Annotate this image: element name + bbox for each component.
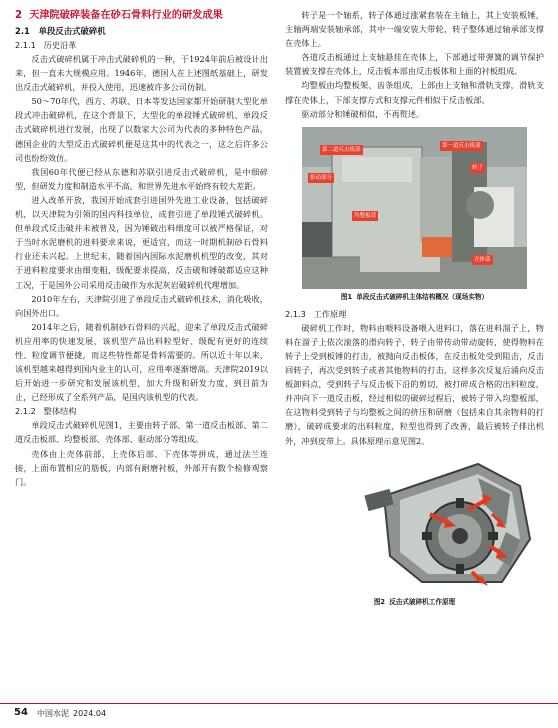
- figure-caption-text: 单段反击式破碎机主体结构概况（现场实物）: [356, 292, 489, 301]
- label-second-impact-plate: 第二道反击板部: [322, 146, 361, 153]
- label-rotor: 转子: [472, 164, 484, 171]
- label-first-impact-plate: 第一道反击板部: [442, 142, 481, 149]
- paragraph: 2014年之后，随着机制砂石骨料的兴起，迎来了单段反击式破碎机应用率的快速发展，该机型产品出料粒型好、级配有更好的连续性、粒度调节便捷，而这些特性都是骨料需要的。所以近十年以来，该机型越来越得到国内业主的认可，应用率逐渐增高。天津院2019以后开始进一步研究和发展该机型，加大升级和研发力度，到目前为止，已经形成了全系列产品，是国内该机型的代表。: [15, 321, 268, 403]
- label-leveling-plate: 均整板部: [354, 212, 377, 219]
- label-drive: 驱动部分: [310, 174, 333, 181]
- subsection-title: 工作原理: [313, 308, 347, 319]
- subsection-title: 单段反击式破碎机: [38, 26, 106, 36]
- magazine-name: [37, 708, 106, 719]
- figure-2-caption: [285, 596, 544, 608]
- figure-number: 图1: [340, 292, 353, 301]
- figure-2-diagram: [360, 454, 556, 594]
- right-column: [285, 8, 544, 612]
- section-heading: [15, 8, 268, 23]
- page-number: 54: [14, 707, 28, 718]
- paragraph: 各道反击板通过上支轴悬挂在壳体上，下部通过带弹簧的调节保护装置被支撑在壳体上，反击板本部由反击板体和上面的衬板组成。: [285, 52, 544, 77]
- paragraph: 均整板由均整板架、齿条组成，上部由上支轴和滑轨支撑，滑轨支撑在壳体上，下部支撑方式和支撑元件相似于反击板部。: [285, 80, 544, 105]
- paragraph: 转子是一个轴系，转子体通过涨紧套装在主轴上，其上安装板锤，主轴两端安装轴承部，其中一端安装大带轮，转子整体通过轴承部支撑在壳体上。: [285, 10, 544, 49]
- section-number: 2: [15, 10, 23, 21]
- figure-caption-text: 反击式破碎机工作原理: [389, 597, 456, 606]
- paragraph: 反击式破碎机属于冲击式破碎机的一种，于1924年前后被设计出来，但一直未大规模应用。1946年，德国人在上述图纸基础上，研发出反击式破碎机，并投入使用，迅速被许多公司仿制。: [15, 54, 268, 93]
- subsection-title: 整体结构: [43, 406, 77, 417]
- label-housing: 壳体部: [474, 256, 491, 263]
- subsection-number: 2.1.3: [285, 308, 306, 319]
- subsection-heading-2-1: [15, 24, 268, 38]
- crusher-principle-diagram: [360, 454, 556, 594]
- figure-1-photo: [302, 127, 527, 289]
- subsection-heading-2-1-2: [15, 404, 268, 418]
- subsection-number: 2.1.2: [15, 406, 36, 417]
- figure-1-caption: [285, 291, 544, 303]
- page-footer: [0, 703, 558, 724]
- subsection-heading-2-1-3: [285, 307, 544, 321]
- subsection-heading-2-1-1: [15, 38, 268, 52]
- magazine-issue: 2024.04: [73, 709, 107, 718]
- paragraph: 我国60年代便已经从东德和苏联引进反击式破碎机，是中细碎型，但研发力度和制造水平不高，和世界先进水平始终有较大差距。: [15, 166, 268, 191]
- subsection-title: 历史沿革: [43, 40, 77, 50]
- paragraph: 单段反击式破碎机见图1，主要由转子部、第一道反击板部、第二道反击板部、均整板部、壳体部、驱动部分等组成。: [15, 420, 268, 445]
- paragraph: 2010年左右，天津院引进了单段反击式破碎机技术，消化吸收，向国外出口。: [15, 293, 268, 318]
- left-column: [15, 8, 268, 489]
- paragraph: 破碎机工作时，物料由喂料设备喂入进料口，落在进料溜子上，物料在溜子上依次滚落的滑向转子，转子由带传动带动旋转，使得物料在转子上受到板锤的打击，被抛向反击板体，在反击板处受到阻击，反击回转子，再次受到转子或者其他物料的打击，这样多次反复后涌向反击板卸料点，受到转子与反击板下沿的剪切，被打碎成合格的出料粒度，并冲向下一道反击板，经过相似的破碎过程后，被转子带入均整板部，在这物料受到转子与均整板之间的挤压和研磨（包括来自其余物料的打磨），破碎成要求的出料粒度，粒型也得到了改善，最后被转子排出机外，冲到皮带上。具体原理示意见图2。: [285, 322, 544, 446]
- figure-number: 图2: [373, 597, 386, 606]
- paragraph: 进入改革开放，我国开始成套引进国外先进工业设备，包括破碎机，以天津院为引领的国内科技单位，成套引进了单段锤式破碎机。但单段式反击破并未被普及，因为锤破出料细度可以被严格保证，对于当时水泥磨机的进料要求来说，更适宜，而这一时期机制砂石骨料行业还未兴起。上世纪末，随着国内国际水泥磨机机型的改变，其对于进料粒度要求由细变粗，级配要求提高，反击破和锤破都适应这种工况，于是国外公司采用反击破作为水泥灰岩破碎机代理增加。: [15, 194, 268, 290]
- subsection-number: 2.1: [15, 26, 30, 36]
- subsection-number: 2.1.1: [15, 40, 36, 50]
- paragraph: 50～70年代，西方、苏联、日本等发达国家都开始研制大型化单段式冲击破碎机，在这个背景下，大型化的单段锤式破碎机、单段反击式破碎机进行发展，出现了以数家大公司为代表的多种特色产品，德国企业的大型反击式破碎机便是这其中的代表之一，这之后许多公司也纷纷效仿。: [15, 96, 268, 163]
- section-title: 天津院破碎装备在砂石骨料行业的研发成果: [29, 10, 223, 21]
- paragraph: 壳体由上壳体前部、上壳体后部、下壳体等拼成，通过法兰连接，上面布置相应的筋板，内部有耐磨衬板，外部开有数个检修观察门。: [15, 448, 268, 487]
- magazine-title: 中国水泥: [37, 709, 69, 718]
- paragraph: 驱动部分和锤破相似，不再赘述。: [301, 108, 425, 119]
